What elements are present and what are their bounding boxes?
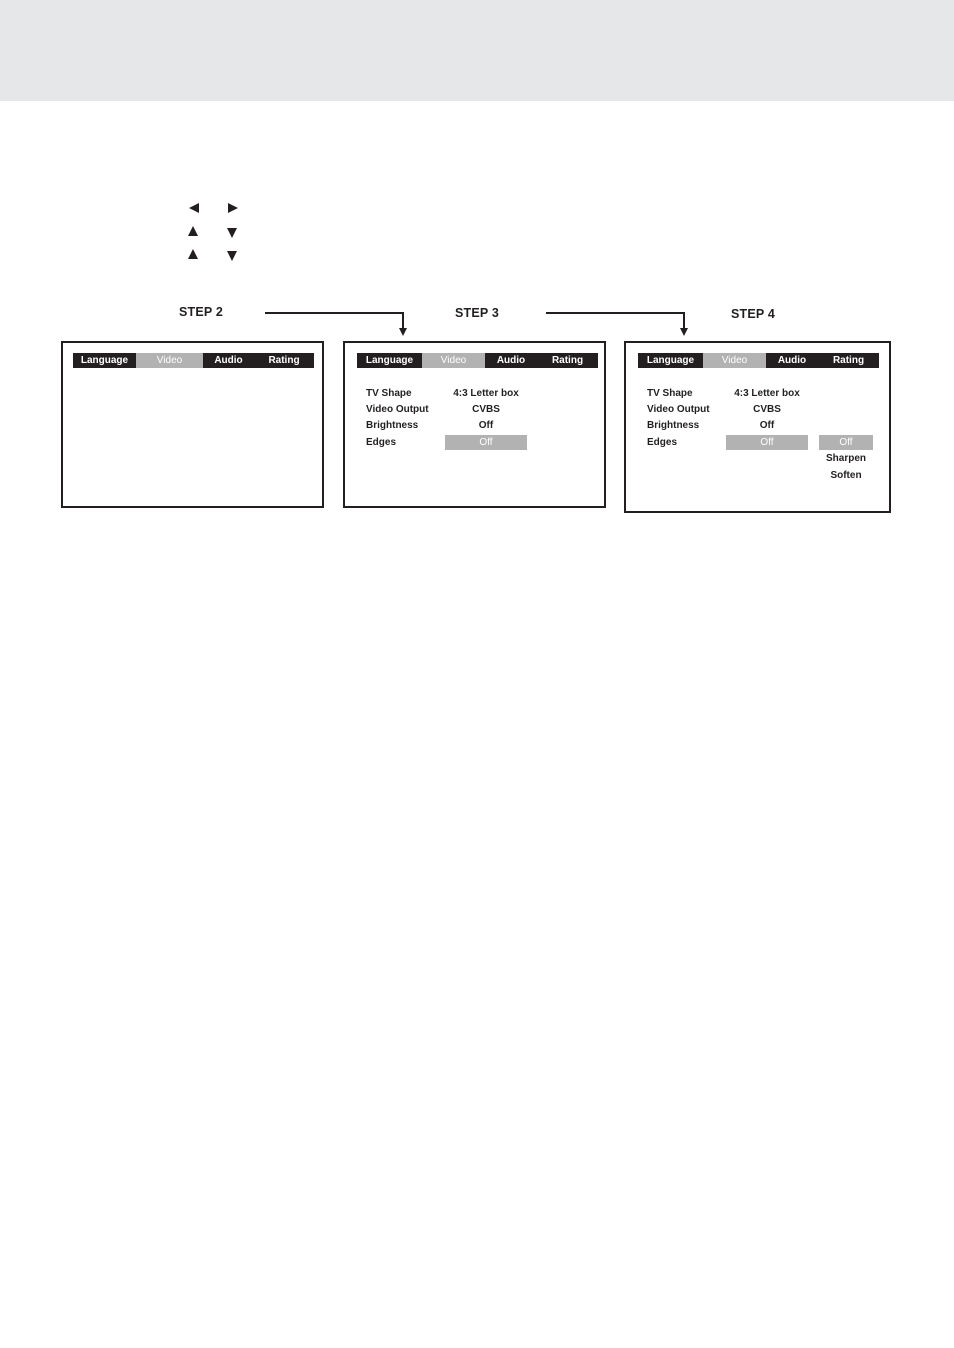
tab-language[interactable]: Language [365,355,414,366]
setting-label-edges: Edges [647,437,678,448]
setting-label-tv-shape: TV Shape [647,388,693,399]
setting-label-video-output: Video Output [366,404,429,415]
setting-value-brightness[interactable]: Off [759,420,775,431]
menu-tab-bar [638,353,879,368]
setting-value-video-output[interactable]: CVBS [472,404,500,415]
tab-audio[interactable]: Audio [777,355,807,366]
setting-value-video-output[interactable]: CVBS [753,404,781,415]
setting-label-edges: Edges [366,437,397,448]
step-connector-arrows [0,0,954,400]
setting-value-tv-shape[interactable]: 4:3 Letter box [453,388,519,399]
submenu-option-off[interactable]: Off [819,435,873,450]
tab-rating[interactable]: Rating [832,355,865,366]
setting-label-tv-shape: TV Shape [366,388,412,399]
tab-rating[interactable]: Rating [268,355,300,366]
tab-rating[interactable]: Rating [551,355,584,366]
menu-tab-bar [73,353,314,368]
tab-audio[interactable]: Audio [214,355,243,366]
step-label: STEP 2 [179,305,224,319]
setting-value-brightness[interactable]: Off [478,420,494,431]
setting-value-edges-selected[interactable]: Off [726,435,808,450]
setting-value-tv-shape[interactable]: 4:3 Letter box [734,388,800,399]
setting-label-brightness: Brightness [366,420,419,431]
step2-menu-screen [61,341,324,508]
tab-video[interactable]: Video [136,353,203,368]
setting-label-video-output: Video Output [647,404,710,415]
step4-menu-screen [624,341,891,513]
tab-video[interactable]: Video [703,353,766,368]
submenu-option-soften[interactable]: Soften [830,470,862,481]
setting-label-brightness: Brightness [647,420,700,431]
tab-video[interactable]: Video [422,353,485,368]
setting-value-edges-selected[interactable]: Off [445,435,527,450]
tab-audio[interactable]: Audio [496,355,526,366]
step-label: STEP 4 [731,307,776,321]
step3-menu-screen [343,341,606,508]
menu-tab-bar [357,353,598,368]
step-label: STEP 3 [455,306,500,320]
tab-language[interactable]: Language [646,355,695,366]
submenu-option-sharpen[interactable]: Sharpen [825,453,866,464]
tab-language[interactable]: Language [80,355,129,366]
